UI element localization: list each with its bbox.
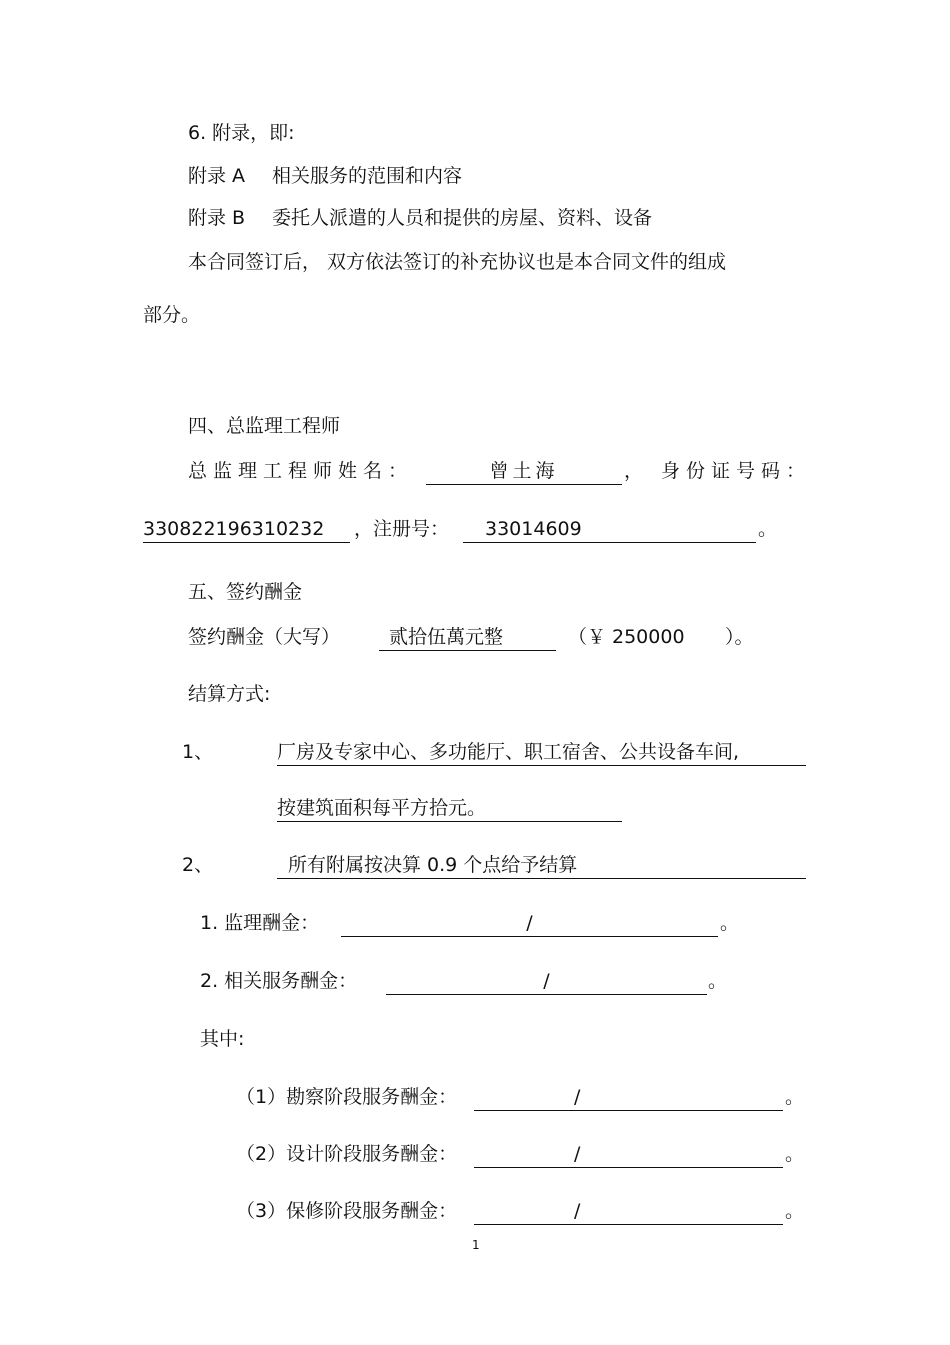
appendix-a-label: 附录 A [188,165,246,187]
fee-amount-words-field: 贰拾伍萬元整 [379,625,556,651]
settlement-item1-line2: 按建筑面积每平方拾元。 [277,796,622,822]
fee-amount-label: 签约酬金（大写） [188,626,341,648]
section-heading-engineer: 四、总监理工程师 [188,415,341,437]
fee-paren-open: （￥ [568,626,607,648]
id-number-field: 330822196310232 [143,517,350,543]
supervision-fee-field: / [341,911,718,937]
item-6-appendix: 6. 附录，即: [188,122,295,144]
related-fee-label: 2. 相关服务酬金： [200,970,358,992]
id-number-label: ， 身份证号码： [624,460,812,482]
survey-fee-label: （1）勘察阶段服务酬金： [236,1086,458,1108]
registration-field: 33014609 [463,517,756,543]
supplement-note-line2: 部分。 [143,304,201,326]
engineer-name-label: 总监理工程师姓名： [188,460,414,482]
warranty-fee-label: （3）保修阶段服务酬金： [236,1200,458,1222]
appendix-b-text: 委托人派遣的人员和提供的房屋、资料、设备 [272,207,653,229]
engineer-name-field: 曾土海 [426,459,622,485]
design-fee-field: / [474,1142,783,1168]
section-heading-fee: 五、签约酬金 [188,581,303,603]
registration-end: 。 [758,518,778,540]
appendix-a-text: 相关服务的范围和内容 [272,165,463,187]
settlement-item1-line1: 厂房及专家中心、多功能厅、职工宿舍、公共设备车间, [277,740,806,766]
registration-label: ，注册号： [354,518,450,540]
page-number: 1 [472,1238,480,1252]
survey-fee-field: / [474,1085,783,1111]
design-fee-end: 。 [785,1143,805,1165]
design-fee-label: （2）设计阶段服务酬金： [236,1143,458,1165]
settlement-label: 结算方式: [188,683,271,705]
settlement-item1-number: 1、 [182,741,214,763]
fee-amount-number: 250000 [612,626,685,648]
among-label: 其中: [200,1028,245,1050]
warranty-fee-end: 。 [785,1200,805,1222]
appendix-b-label: 附录 B [188,207,246,229]
settlement-item2-number: 2、 [182,854,214,876]
related-fee-field: / [386,969,707,995]
supervision-fee-end: 。 [720,912,740,934]
supplement-note-line1: 本合同签订后， 双方依法签订的补充协议也是本合同文件的组成 [188,251,727,273]
survey-fee-end: 。 [785,1086,805,1108]
warranty-fee-field: / [474,1199,783,1225]
settlement-item2-text: 所有附属按决算 0.9 个点给予结算 [277,853,806,879]
supervision-fee-label: 1. 监理酬金： [200,912,320,934]
fee-paren-close: ）。 [725,626,754,648]
related-fee-end: 。 [708,970,728,992]
